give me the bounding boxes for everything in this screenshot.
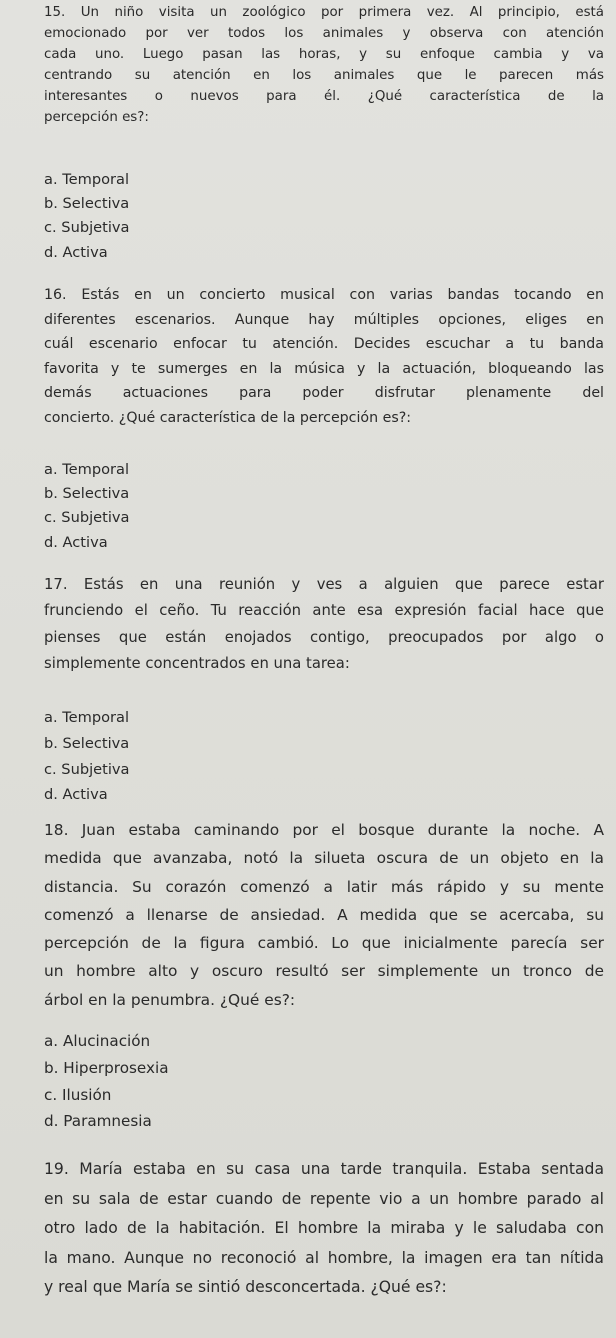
question-18-line-5: percepción de la figura cambió. Lo que inicialmente parecía ser xyxy=(44,934,604,953)
question-16-option-d: d. Activa xyxy=(44,533,108,551)
question-16-option-c: c. Subjetiva xyxy=(44,509,130,527)
question-16-line-5: demás actuaciones para poder disfrutar plenamente del xyxy=(44,385,604,402)
question-18-line-1: 18. Juan estaba caminando por el bosque durante la noche. A xyxy=(44,821,604,839)
question-17-line-3: pienses que están enojados contigo, preocupados por algo o xyxy=(44,628,604,646)
question-16-line-2: diferentes escenarios. Aunque hay múltiples opciones, eliges en xyxy=(44,311,604,328)
question-16-line-4: favorita y te sumerges en la música y la actuación, bloqueando las xyxy=(44,360,604,377)
question-16-line-1: 16. Estás en un concierto musical con varias bandas tocando en xyxy=(44,287,604,303)
question-18-line-6: un hombre alto y oscuro resultó ser simplemente un tronco de xyxy=(44,962,604,981)
question-17-line-1: 17. Estás en una reunión y ves a alguien que parece estar xyxy=(44,576,604,593)
question-16-option-b: b. Selectiva xyxy=(44,485,130,503)
question-18-option-c: c. Ilusión xyxy=(44,1085,112,1104)
question-15-option-c: c. Subjetiva xyxy=(44,219,130,237)
question-18-line-7: árbol en la penumbra. ¿Qué es?: xyxy=(44,990,296,1009)
question-19-line-3: otro lado de la habitación. El hombre la miraba y le saludaba con xyxy=(44,1219,604,1238)
question-16-line-3: cuál escenario enfocar tu atención. Decides escuchar a tu banda xyxy=(44,336,604,353)
question-17-line-2: frunciendo el ceño. Tu reacción ante esa expresión facial hace que xyxy=(44,602,604,620)
question-15-options xyxy=(44,168,129,265)
question-15-option-a: a. Temporal xyxy=(44,171,130,188)
question-18-line-2: medida que avanzaba, notó la silueta oscura de un objeto en la xyxy=(44,849,604,868)
question-17-text xyxy=(44,572,604,678)
question-17-option-b: b. Selectiva xyxy=(44,734,130,752)
question-18-text xyxy=(44,816,604,1014)
question-15-line-1: 15. Un niño visita un zoológico por primera vez. Al principio, está xyxy=(44,5,604,20)
question-16-option-a: a. Temporal xyxy=(44,461,130,478)
question-19-line-1: 19. María estaba en su casa una tarde tranquila. Estaba sentada xyxy=(44,1160,604,1178)
question-16-line-6: concierto. ¿Qué característica de la percepción es?: xyxy=(44,409,412,426)
question-18-options xyxy=(44,1028,169,1135)
question-15-line-5: interesantes o nuevos para él. ¿Qué característica de la xyxy=(44,89,604,104)
question-18-option-d: d. Paramnesia xyxy=(44,1112,152,1131)
question-18-option-a: a. Alucinación xyxy=(44,1032,151,1050)
question-17-options xyxy=(44,705,129,808)
question-17-option-a: a. Temporal xyxy=(44,709,130,726)
question-15-line-2: emocionado por ver todos los animales y observa con atención xyxy=(44,26,604,41)
question-16-options xyxy=(44,458,129,555)
question-19-text xyxy=(44,1155,604,1303)
question-15-option-d: d. Activa xyxy=(44,243,108,261)
question-17-option-d: d. Activa xyxy=(44,786,108,804)
question-15-line-6: percepción es?: xyxy=(44,110,149,125)
question-15-line-3: cada uno. Luego pasan las horas, y su enfoque cambia y va xyxy=(44,47,604,62)
question-18-line-4: comenzó a llenarse de ansiedad. A medida que se acercaba, su xyxy=(44,905,604,924)
question-15-option-b: b. Selectiva xyxy=(44,195,130,213)
question-17-option-c: c. Subjetiva xyxy=(44,760,130,778)
question-18-option-b: b. Hiperprosexia xyxy=(44,1058,169,1077)
question-16-text xyxy=(44,283,604,431)
question-19-line-4: la mano. Aunque no reconoció al hombre, la imagen era tan nítida xyxy=(44,1248,604,1267)
question-19-line-2: en su sala de estar cuando de repente vio a un hombre parado al xyxy=(44,1189,604,1208)
question-15-line-4: centrando su atención en los animales que le parecen más xyxy=(44,68,604,83)
question-15-text xyxy=(44,2,604,128)
question-17-line-4: simplemente concentrados en una tarea: xyxy=(44,655,350,673)
question-18-line-3: distancia. Su corazón comenzó a latir más rápido y su mente xyxy=(44,877,604,896)
question-19-line-5: y real que María se sintió desconcertada. ¿Qué es?: xyxy=(44,1278,447,1297)
